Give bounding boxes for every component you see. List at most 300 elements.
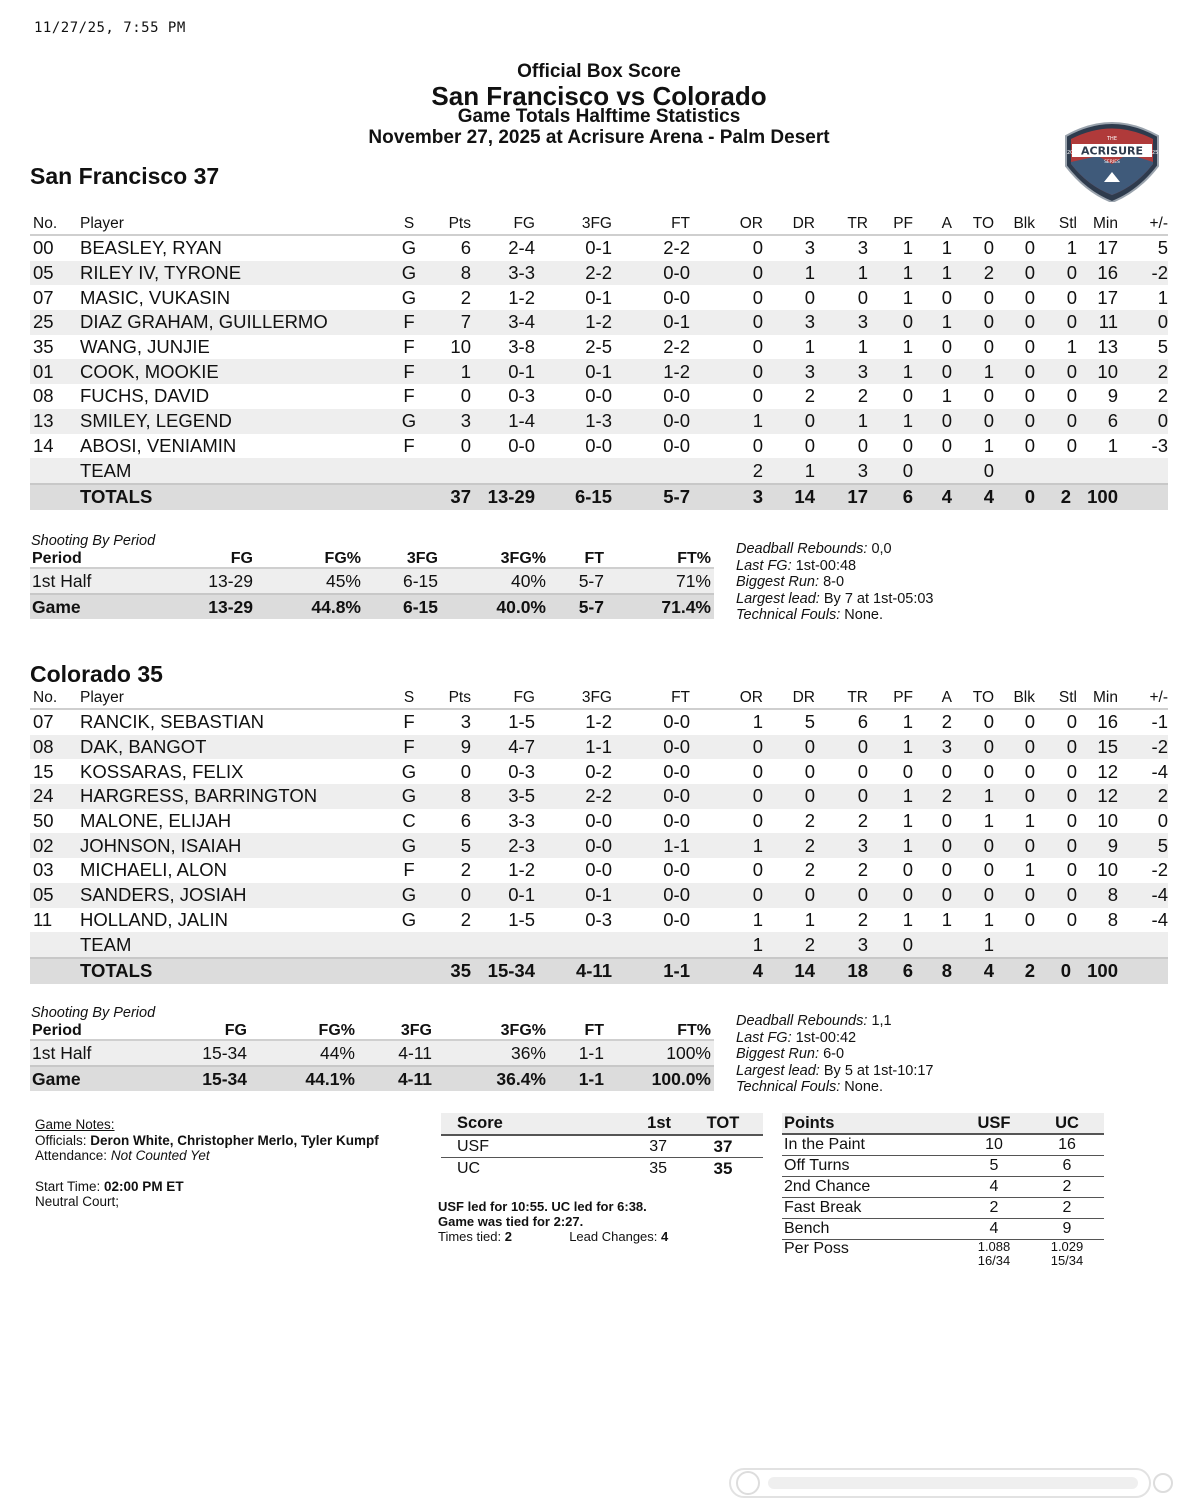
column-header: TR bbox=[815, 214, 868, 235]
stat-cell: 2 bbox=[804, 385, 815, 407]
shooting-cell: 71.4% bbox=[607, 594, 714, 619]
team2-title: Colorado 35 bbox=[30, 661, 163, 687]
stat-cell: 0 bbox=[460, 760, 471, 782]
stat-cell: 3-4 bbox=[471, 310, 535, 335]
points-row bbox=[782, 1134, 1104, 1156]
stat-cell: 05 bbox=[30, 261, 77, 286]
report-subtitle: Game Totals Halftime Statistics bbox=[457, 106, 741, 127]
stat-cell: 0 bbox=[1024, 711, 1035, 733]
player-row bbox=[30, 759, 1168, 784]
points-row bbox=[782, 1177, 1104, 1198]
stat-cell: 13 bbox=[30, 409, 77, 434]
stat-cell: 1 bbox=[868, 409, 913, 434]
stat-cell: MALONE, ELIJAH bbox=[80, 810, 232, 832]
stat-cell: 1 bbox=[952, 359, 994, 384]
points-breakdown-table bbox=[782, 1113, 1104, 1274]
note-label: Deadball Rebounds: bbox=[736, 541, 868, 557]
stat-cell: SANDERS, JOSIAH bbox=[77, 883, 395, 908]
stat-cell: -4 bbox=[1118, 883, 1168, 908]
stat-cell bbox=[612, 458, 690, 484]
shooting-column-header: 3FG bbox=[364, 550, 441, 568]
column-header: OR bbox=[690, 214, 763, 235]
stat-cell: F bbox=[395, 359, 423, 384]
stat-cell: F bbox=[403, 434, 415, 456]
stat-cell: 5 bbox=[1118, 833, 1168, 858]
stat-cell: 0 bbox=[994, 359, 1035, 384]
stat-cell: 2-2 bbox=[535, 261, 612, 286]
game-date-venue: November 27, 2025 at Acrisure Arena - Palm Desert bbox=[368, 127, 830, 148]
column-header: TR bbox=[815, 688, 868, 709]
stat-cell: 0 bbox=[1035, 883, 1077, 908]
stat-cell: 1 bbox=[690, 409, 763, 434]
stat-cell: 3-3 bbox=[508, 810, 535, 832]
note-line bbox=[736, 591, 934, 608]
stat-cell: 0 bbox=[994, 784, 1035, 809]
totals-cell: 0 bbox=[1035, 958, 1077, 984]
stat-cell: F bbox=[403, 859, 415, 881]
stat-cell: 0 bbox=[868, 310, 913, 335]
team1-shooting-table bbox=[30, 550, 714, 619]
stat-cell: 0 bbox=[1035, 409, 1077, 434]
column-header: TO bbox=[952, 688, 994, 709]
shooting-cell: 1-1 bbox=[549, 1066, 607, 1091]
stat-cell: DIAZ GRAHAM, GUILLERMO bbox=[77, 310, 395, 335]
totals-cell: 5-7 bbox=[612, 484, 690, 510]
stat-cell: 13 bbox=[1097, 336, 1118, 358]
stat-cell: 0-0 bbox=[585, 859, 612, 881]
stat-cell: -2 bbox=[1118, 735, 1168, 760]
stat-cell: 1 bbox=[1024, 810, 1035, 832]
stat-cell: 0 bbox=[460, 385, 471, 407]
stat-cell: MASIC, VUKASIN bbox=[80, 286, 231, 308]
stat-cell bbox=[994, 458, 1035, 484]
stat-cell: 1 bbox=[941, 237, 952, 259]
stat-cell: 2 bbox=[690, 458, 763, 484]
stat-cell: COOK, MOOKIE bbox=[77, 359, 395, 384]
per-poss-fraction: 16/34 bbox=[977, 1253, 1011, 1268]
stat-cell: 16 bbox=[1077, 261, 1118, 286]
stat-cell: 0-3 bbox=[508, 385, 535, 407]
stat-cell: 0 bbox=[1066, 760, 1077, 782]
column-header: DR bbox=[763, 688, 815, 709]
stat-cell: 1-2 bbox=[535, 310, 612, 335]
stat-cell: 0 bbox=[868, 883, 913, 908]
stat-cell: 2 bbox=[913, 784, 952, 809]
stat-cell: 0 bbox=[913, 409, 952, 434]
team2-header-row bbox=[30, 688, 1168, 709]
stat-cell bbox=[423, 932, 471, 958]
lead-line2: Game was tied for 2:27. bbox=[438, 1214, 584, 1229]
shooting-cell: 6-15 bbox=[364, 568, 441, 594]
acrisure-series-logo bbox=[1058, 116, 1166, 202]
stat-cell: -2 bbox=[1118, 261, 1168, 286]
points-label: Off Turns bbox=[782, 1156, 958, 1177]
score-by-period-table bbox=[441, 1113, 763, 1179]
totals-cell: 1-1 bbox=[612, 958, 690, 984]
shooting-cell: 100% bbox=[607, 1040, 714, 1066]
start-time-label: Start Time: bbox=[35, 1178, 101, 1194]
stat-cell: G bbox=[401, 237, 417, 259]
team2-shooting-table bbox=[30, 1022, 714, 1091]
totals-cell: 17 bbox=[815, 484, 868, 510]
shooting-column-header: 3FG bbox=[358, 1022, 435, 1040]
stat-cell: 2 bbox=[804, 810, 815, 832]
stat-cell: 0 bbox=[1024, 385, 1035, 407]
stat-cell: 0-0 bbox=[663, 859, 690, 881]
note-label: Last FG: bbox=[736, 557, 792, 574]
stat-cell: 0 bbox=[815, 883, 868, 908]
stat-cell: 1 bbox=[868, 261, 913, 286]
stat-cell: 0-0 bbox=[585, 385, 612, 407]
stat-cell: 0 bbox=[423, 883, 471, 908]
stat-cell: 1 bbox=[815, 409, 868, 434]
stat-cell bbox=[1077, 458, 1118, 484]
times-tied-label: Times tied: bbox=[438, 1229, 502, 1244]
column-header: Pts bbox=[423, 214, 471, 235]
shooting-cell: 4-11 bbox=[358, 1066, 435, 1091]
stat-cell: 0 bbox=[952, 310, 994, 335]
svg-text:20: 20 bbox=[1067, 150, 1074, 156]
officials-value: Deron White, Christopher Merlo, Tyler Kumpf bbox=[90, 1132, 379, 1148]
stat-cell: -4 bbox=[1151, 760, 1168, 782]
team2-shooting-caption: Shooting By Period bbox=[31, 1005, 156, 1021]
shooting-cell: 4-11 bbox=[358, 1040, 435, 1066]
stat-cell: 0-1 bbox=[535, 359, 612, 384]
stat-cell: 3 bbox=[857, 237, 868, 259]
shooting-cell: Game bbox=[30, 1066, 120, 1091]
points-value: 6 bbox=[1030, 1156, 1104, 1177]
stat-cell: 0 bbox=[983, 336, 994, 358]
note-line bbox=[736, 574, 934, 591]
column-header: FG bbox=[471, 214, 535, 235]
stat-cell: 08 bbox=[30, 735, 77, 760]
column-header: Min bbox=[1077, 214, 1118, 235]
totals-cell: 4 bbox=[690, 958, 763, 984]
stat-cell: 0 bbox=[815, 735, 868, 760]
points-label: In the Paint bbox=[782, 1134, 958, 1156]
note-line bbox=[736, 1046, 934, 1063]
stat-cell: 0 bbox=[983, 859, 994, 881]
totals-cell bbox=[395, 484, 423, 510]
note-value: 6-0 bbox=[823, 1046, 845, 1062]
stat-cell: 3 bbox=[763, 310, 815, 335]
stat-cell: 10 bbox=[1097, 859, 1118, 881]
stat-cell: 1 bbox=[690, 833, 763, 858]
stat-cell: 3 bbox=[815, 833, 868, 858]
stat-cell: 0 bbox=[1035, 735, 1077, 760]
lead-line3 bbox=[438, 1229, 668, 1244]
shooting-cell: 44.1% bbox=[250, 1066, 358, 1091]
shooting-column-header: FT bbox=[549, 1022, 607, 1040]
stat-cell: 0 bbox=[913, 883, 952, 908]
stat-cell: 8 bbox=[1077, 883, 1118, 908]
stat-cell: 0 bbox=[868, 932, 913, 958]
stat-cell: 1 bbox=[1107, 434, 1118, 456]
stat-cell: 2 bbox=[460, 908, 471, 930]
stat-cell: 10 bbox=[450, 336, 471, 358]
stat-cell bbox=[423, 458, 471, 484]
stat-cell: 3 bbox=[423, 409, 471, 434]
stat-cell: WANG, JUNJIE bbox=[80, 336, 210, 358]
team1-header-row bbox=[30, 214, 1168, 235]
stat-cell: 0 bbox=[752, 385, 763, 407]
points-value: 10 bbox=[958, 1134, 1030, 1156]
stat-cell: F bbox=[395, 310, 423, 335]
stat-cell: 1-5 bbox=[508, 711, 535, 733]
column-header: Player bbox=[77, 214, 395, 235]
stat-cell: 1 bbox=[804, 908, 815, 930]
stat-cell: 0 bbox=[690, 735, 763, 760]
stat-cell: 3 bbox=[763, 359, 815, 384]
stat-cell: 12 bbox=[1077, 784, 1118, 809]
stat-cell: 0 bbox=[690, 359, 763, 384]
totals-cell: 18 bbox=[815, 958, 868, 984]
stat-cell: 0 bbox=[1024, 336, 1035, 358]
player-row bbox=[30, 883, 1168, 908]
stat-cell: 0-0 bbox=[663, 810, 690, 832]
stat-cell: 5 bbox=[423, 833, 471, 858]
shooting-row-period bbox=[30, 1040, 714, 1066]
team1-title: San Francisco 37 bbox=[30, 163, 220, 189]
stat-cell: 1 bbox=[952, 932, 994, 958]
stat-cell: 1 bbox=[902, 810, 913, 832]
stat-cell: 1 bbox=[752, 908, 763, 930]
column-header: S bbox=[395, 688, 423, 709]
stat-cell: 1 bbox=[983, 810, 994, 832]
column-header: FG bbox=[471, 688, 535, 709]
stat-cell: F bbox=[403, 336, 415, 358]
stat-cell: 5 bbox=[1157, 336, 1168, 358]
stat-cell: 02 bbox=[30, 833, 77, 858]
stat-cell bbox=[994, 932, 1035, 958]
totals-cell: 4 bbox=[952, 484, 994, 510]
stat-cell: 2 bbox=[460, 859, 471, 881]
stat-cell: 2 bbox=[952, 261, 994, 286]
stat-cell: 0 bbox=[994, 883, 1035, 908]
stat-cell: 0-0 bbox=[663, 908, 690, 930]
score-header-tot: TOT bbox=[683, 1113, 763, 1135]
stat-cell: 0-0 bbox=[663, 434, 690, 456]
points-value: 5 bbox=[958, 1156, 1030, 1177]
stat-cell: FUCHS, DAVID bbox=[80, 385, 210, 407]
stat-cell: KOSSARAS, FELIX bbox=[80, 760, 244, 782]
team-rebounds-row bbox=[30, 458, 1168, 484]
stat-cell: 2-4 bbox=[508, 237, 535, 259]
shooting-cell: 40.0% bbox=[441, 594, 549, 619]
stat-cell: 0 bbox=[1066, 385, 1077, 407]
stat-cell: 0 bbox=[994, 310, 1035, 335]
lead-line1: USF led for 10:55. UC led for 6:38. bbox=[438, 1199, 647, 1214]
shooting-cell: 1st Half bbox=[30, 568, 120, 594]
stat-cell: 2 bbox=[1118, 784, 1168, 809]
score-tot: 35 bbox=[713, 1158, 733, 1178]
stat-cell: 1 bbox=[690, 932, 763, 958]
player-row bbox=[30, 833, 1168, 858]
game-notes-block bbox=[35, 1117, 379, 1210]
points-row bbox=[782, 1156, 1104, 1177]
totals-cell: 13-29 bbox=[471, 484, 535, 510]
score-header-1st: 1st bbox=[563, 1113, 683, 1135]
column-header: OR bbox=[690, 688, 763, 709]
stat-cell: 0-1 bbox=[612, 310, 690, 335]
shooting-column-header: FG bbox=[120, 1022, 250, 1040]
svg-text:25: 25 bbox=[1152, 150, 1159, 156]
stat-cell: HOLLAND, JALIN bbox=[80, 908, 229, 930]
stat-cell bbox=[535, 932, 612, 958]
start-time-value: 02:00 PM ET bbox=[104, 1178, 184, 1194]
stat-cell: 0 bbox=[994, 261, 1035, 286]
player-row bbox=[30, 310, 1168, 335]
stat-cell: 2 bbox=[1157, 385, 1168, 407]
totals-cell: 100 bbox=[1077, 958, 1118, 984]
lead-changes-label: Lead Changes: bbox=[569, 1229, 658, 1244]
note-label: Biggest Run: bbox=[736, 1046, 820, 1062]
stat-cell: 0 bbox=[983, 711, 994, 733]
stat-cell: G bbox=[395, 409, 423, 434]
per-poss-value bbox=[1030, 1240, 1104, 1275]
stat-cell: 0-1 bbox=[585, 286, 612, 308]
stat-cell: 0-0 bbox=[663, 286, 690, 308]
stat-cell: F bbox=[395, 735, 423, 760]
shooting-column-header: Period bbox=[30, 550, 120, 568]
stat-cell: 3-3 bbox=[471, 261, 535, 286]
stat-cell bbox=[612, 932, 690, 958]
stat-cell: 0-3 bbox=[508, 760, 535, 782]
svg-text:ACRISURE: ACRISURE bbox=[1081, 144, 1143, 158]
totals-cell: 100 bbox=[1077, 484, 1118, 510]
points-value: 2 bbox=[958, 1198, 1030, 1219]
print-timestamp: 11/27/25, 7:55 PM bbox=[34, 20, 186, 36]
player-row bbox=[30, 709, 1168, 735]
stat-cell bbox=[913, 932, 952, 958]
note-value: None. bbox=[844, 607, 883, 623]
stat-cell: 0 bbox=[983, 286, 994, 308]
officials-label: Officials: bbox=[35, 1132, 87, 1148]
column-header: Pts bbox=[423, 688, 471, 709]
stat-cell: 0-1 bbox=[585, 237, 612, 259]
per-poss-value bbox=[958, 1240, 1030, 1275]
note-value: 1,1 bbox=[871, 1013, 892, 1029]
note-value: 8-0 bbox=[823, 574, 845, 590]
stat-cell: 6 bbox=[460, 237, 471, 259]
stat-cell: 0 bbox=[1118, 310, 1168, 335]
page-watermark bbox=[728, 1465, 1176, 1501]
stat-cell: 0 bbox=[763, 735, 815, 760]
column-header: Stl bbox=[1035, 688, 1077, 709]
stat-cell: 11 bbox=[1077, 310, 1118, 335]
stat-cell: 1 bbox=[952, 784, 994, 809]
stat-cell: 1 bbox=[902, 286, 913, 308]
stat-cell: -4 bbox=[1151, 908, 1168, 930]
stat-cell: 0 bbox=[690, 310, 763, 335]
stat-cell: 2 bbox=[1118, 359, 1168, 384]
note-label: Technical Fouls: bbox=[736, 607, 841, 623]
stat-cell: RILEY IV, TYRONE bbox=[77, 261, 395, 286]
stat-cell: 11 bbox=[33, 908, 53, 930]
note-line bbox=[736, 1030, 934, 1047]
stat-cell: 10 bbox=[1097, 810, 1118, 832]
points-value: 2 bbox=[1030, 1177, 1104, 1198]
stat-cell: 0 bbox=[752, 237, 763, 259]
attendance-label: Attendance: bbox=[35, 1148, 108, 1163]
shooting-column-header: 3FG% bbox=[441, 550, 549, 568]
stat-cell: G bbox=[395, 261, 423, 286]
score-header-score: Score bbox=[441, 1113, 563, 1135]
stat-cell: 3 bbox=[913, 735, 952, 760]
stat-cell: 4-7 bbox=[471, 735, 535, 760]
shooting-cell: 36% bbox=[435, 1040, 549, 1066]
stat-cell: -3 bbox=[1151, 434, 1168, 456]
score-1st: 37 bbox=[563, 1135, 683, 1158]
stat-cell: TEAM bbox=[77, 458, 395, 484]
stat-cell: 0 bbox=[983, 760, 994, 782]
column-header: FT bbox=[612, 688, 690, 709]
totals-cell: 4 bbox=[952, 958, 994, 984]
column-header: Player bbox=[77, 688, 395, 709]
stat-cell: 0 bbox=[1024, 237, 1035, 259]
stat-cell: 24 bbox=[30, 784, 77, 809]
stat-cell: 08 bbox=[33, 385, 54, 407]
note-line bbox=[736, 1013, 934, 1030]
totals-row bbox=[30, 958, 1168, 984]
stat-cell: 0 bbox=[994, 833, 1035, 858]
stat-cell: 1-1 bbox=[612, 833, 690, 858]
points-row bbox=[782, 1198, 1104, 1219]
points-value: 4 bbox=[958, 1177, 1030, 1198]
stat-cell: TEAM bbox=[77, 932, 395, 958]
stat-cell: 0-0 bbox=[585, 434, 612, 456]
stat-cell: 0 bbox=[752, 286, 763, 308]
column-header: Min bbox=[1077, 688, 1118, 709]
stat-cell: 17 bbox=[1097, 286, 1118, 308]
note-label: Largest lead: bbox=[736, 1062, 820, 1079]
stat-cell: 0-3 bbox=[585, 908, 612, 930]
totals-cell: 2 bbox=[994, 958, 1035, 984]
stat-cell: 2 bbox=[763, 833, 815, 858]
officials-line bbox=[35, 1133, 379, 1149]
stat-cell: 1-3 bbox=[535, 409, 612, 434]
stat-cell: 0 bbox=[952, 883, 994, 908]
stat-cell: 0 bbox=[913, 359, 952, 384]
stat-cell: 0 bbox=[952, 833, 994, 858]
totals-cell bbox=[1118, 958, 1168, 984]
times-tied-value: 2 bbox=[504, 1229, 512, 1244]
stat-cell: 0 bbox=[804, 434, 815, 456]
shooting-cell: Game bbox=[30, 594, 120, 619]
stat-cell: 1-4 bbox=[471, 409, 535, 434]
stat-cell: 0 bbox=[804, 286, 815, 308]
player-row bbox=[30, 908, 1168, 933]
totals-cell: 6 bbox=[868, 958, 913, 984]
stat-cell: -1 bbox=[1151, 711, 1168, 733]
shooting-cell: 36.4% bbox=[435, 1066, 549, 1091]
column-header: S bbox=[395, 214, 423, 235]
stat-cell: 9 bbox=[1107, 385, 1118, 407]
stat-cell: 1 bbox=[1024, 859, 1035, 881]
stat-cell: 01 bbox=[30, 359, 77, 384]
shooting-column-header: 3FG% bbox=[435, 1022, 549, 1040]
note-value: 1st-00:48 bbox=[795, 557, 857, 574]
player-row bbox=[30, 359, 1168, 384]
shooting-row-period bbox=[30, 568, 714, 594]
totals-cell: TOTALS bbox=[77, 484, 395, 510]
stat-cell: 00 bbox=[33, 237, 54, 259]
player-row bbox=[30, 335, 1168, 360]
matchup-title: San Francisco vs Colorado bbox=[431, 81, 767, 111]
stat-cell: 0 bbox=[763, 784, 815, 809]
stat-cell: 0 bbox=[1066, 711, 1077, 733]
totals-cell bbox=[1118, 484, 1168, 510]
